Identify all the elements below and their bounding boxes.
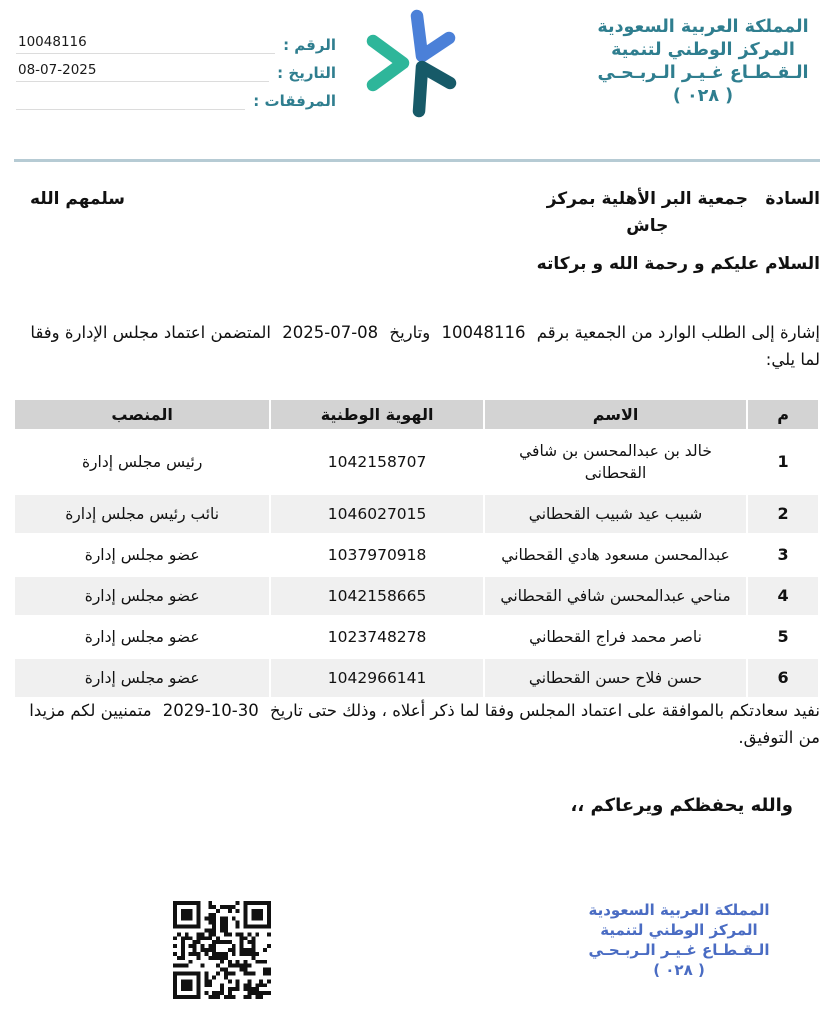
- reference-text-2: وتاريخ: [389, 323, 431, 342]
- member-name: شبيب عيد شبيب القحطاني: [485, 495, 746, 533]
- qr-code: [173, 901, 271, 999]
- salutation-prefix: السادة: [765, 189, 820, 209]
- request-number: 10048116: [441, 323, 526, 342]
- org-line-country: المملكة العربية السعودية: [597, 17, 809, 37]
- org-line-center: المركز الوطني لتنمية: [611, 40, 795, 60]
- org-line-code: ( ٠٢٨ ): [672, 86, 734, 106]
- header-position: المنصب: [15, 400, 269, 429]
- member-position: نائب رئيس مجلس إدارة: [15, 495, 269, 533]
- member-name: ناصر محمد فراج القحطاني: [529, 628, 702, 646]
- member-national-id: 1042158665: [271, 577, 483, 615]
- attachments-field-value: [16, 90, 245, 110]
- row-index: 3: [777, 545, 789, 564]
- table-row: [15, 536, 818, 574]
- number-field-value: 10048116: [16, 34, 275, 54]
- field-row-date: [16, 54, 336, 82]
- member-name: عبدالمحسن مسعود هادي القحطاني: [501, 546, 730, 564]
- header-index: م: [748, 400, 818, 429]
- org-line-sector: الـقـطـاع غـيـر الـربـحـي: [597, 63, 809, 83]
- table-row: [15, 618, 818, 656]
- closing-line: والله يحفظكم ويرعاكم ،،: [570, 795, 793, 816]
- date-field-label: التاريخ :: [277, 64, 336, 82]
- member-name: خالد بن عبدالمحسن بن شافي القحطانى: [519, 442, 712, 482]
- expiry-date: 2029-10-30: [162, 701, 259, 720]
- org-line-sector: الـقـطـاع غـيـر الـربـحـي: [588, 941, 770, 959]
- header-national-id: الهوية الوطنية: [271, 400, 483, 429]
- confirmation-text-2: متمنيين لكم مزيدا من التوفيق.: [29, 701, 820, 747]
- row-index: 5: [777, 627, 789, 646]
- member-national-id: 1037970918: [327, 546, 427, 564]
- header-divider: [14, 159, 820, 162]
- member-position: عضو مجلس إدارة: [15, 659, 269, 697]
- confirmation-paragraph: [13, 697, 820, 751]
- field-row-attachments: [16, 82, 336, 110]
- recipient-row: [13, 186, 820, 240]
- table-header-row: [15, 400, 818, 429]
- member-national-id: 1042966141: [271, 659, 483, 697]
- reference-paragraph: [13, 319, 820, 373]
- member-position: عضو مجلس إدارة: [15, 577, 269, 615]
- org-name-block-top: [583, 16, 823, 108]
- request-date: 2025-07-08: [282, 323, 379, 342]
- reference-text-3: المتضمن اعتماد مجلس الإدارة وفقا لما يلي:: [30, 323, 820, 369]
- member-national-id: 1042158707: [327, 453, 427, 471]
- member-position: عضو مجلس إدارة: [84, 546, 200, 564]
- greeting-line: السلام عليكم و رحمة الله و بركاته: [536, 254, 820, 274]
- reference-text-1: إشارة إلى الطلب الوارد من الجمعية برقم: [536, 323, 820, 342]
- member-name: حسن فلاح حسن القحطاني: [485, 659, 746, 697]
- letter-meta-fields: [16, 26, 336, 110]
- field-row-number: [16, 26, 336, 54]
- member-position: رئيس مجلس إدارة: [81, 453, 203, 471]
- member-national-id: 1046027015: [271, 495, 483, 533]
- recipient-name: جمعية البر الأهلية بمركز جاش: [546, 189, 748, 236]
- table-row: [15, 432, 818, 492]
- org-name-block-bottom: [575, 900, 783, 980]
- board-members-table: [13, 397, 820, 700]
- table-row: [15, 495, 818, 533]
- member-position: عضو مجلس إدارة: [84, 628, 200, 646]
- recipient-blessing: سلمهم الله: [30, 189, 125, 209]
- member-national-id: 1023748278: [327, 628, 427, 646]
- confirmation-text-1: نفيد سعادتكم بالموافقة على اعتماد المجلس وفقا لما ذكر أعلاه ، وذلك حتى تاريخ: [269, 701, 820, 720]
- row-index: 4: [748, 577, 818, 615]
- row-index: 6: [748, 659, 818, 697]
- org-line-code: ( ٠٢٨ ): [653, 961, 705, 979]
- org-line-center: المركز الوطني لتنمية: [600, 921, 758, 939]
- number-field-label: الرقم :: [283, 36, 336, 54]
- row-index: 1: [777, 452, 789, 471]
- header-name: الاسم: [485, 400, 746, 429]
- org-line-country: المملكة العربية السعودية: [588, 901, 770, 919]
- row-index: 2: [748, 495, 818, 533]
- date-field-value: 08-07-2025: [16, 62, 269, 82]
- member-name: مناحي عبدالمحسن شافي القحطاني: [485, 577, 746, 615]
- attachments-field-label: المرفقات :: [253, 92, 336, 110]
- ncnp-logo-icon: [360, 4, 485, 122]
- table-row: [15, 659, 818, 697]
- table-row: [15, 577, 818, 615]
